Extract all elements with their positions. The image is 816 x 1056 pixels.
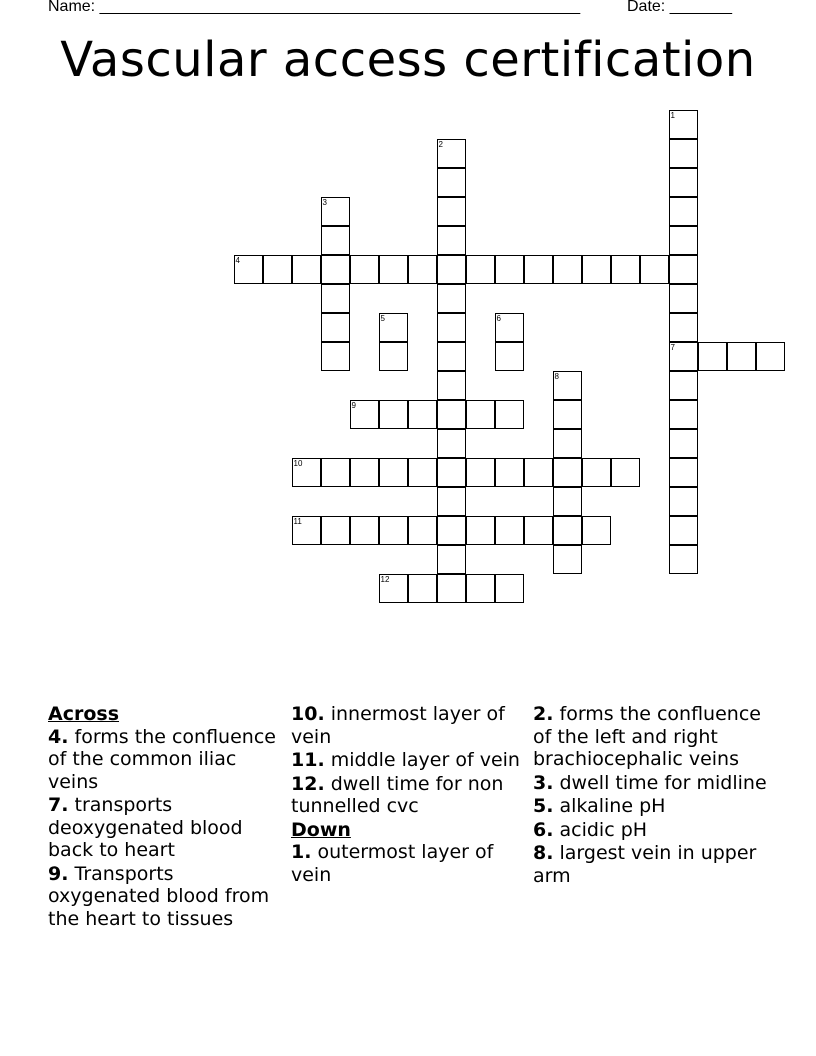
grid-cell[interactable] [437, 516, 466, 545]
grid-cell[interactable] [234, 255, 263, 284]
grid-cell[interactable] [437, 545, 466, 574]
grid-cell[interactable] [466, 574, 495, 603]
grid-cell[interactable] [437, 458, 466, 487]
clue-text: Transports oxygenated blood from the heart to tissues [48, 862, 270, 930]
down-heading: Down [291, 818, 351, 841]
grid-cell[interactable] [669, 139, 698, 168]
grid-cell[interactable] [292, 458, 321, 487]
clue-text: dwell time for midline [559, 771, 767, 794]
down-clue [533, 842, 769, 887]
grid-cell[interactable] [321, 226, 350, 255]
grid-cell[interactable] [669, 313, 698, 342]
grid-cell[interactable] [669, 110, 698, 139]
grid-cell[interactable] [553, 400, 582, 429]
cell-number: 5 [380, 313, 385, 323]
clue-number: 8. [533, 842, 554, 864]
grid-cell[interactable] [321, 342, 350, 371]
clue-text: outermost layer of vein [291, 841, 494, 886]
down-clue [533, 772, 769, 795]
across-clue [291, 703, 527, 748]
grid-cell[interactable] [466, 516, 495, 545]
grid-cell[interactable] [669, 284, 698, 313]
grid-cell[interactable] [582, 516, 611, 545]
clue-column-3 [533, 703, 769, 888]
grid-cell[interactable] [408, 458, 437, 487]
grid-cell[interactable] [437, 400, 466, 429]
grid-cell[interactable] [379, 516, 408, 545]
down-clue [533, 819, 769, 842]
down-clue [533, 703, 769, 771]
grid-cell[interactable] [408, 574, 437, 603]
cell-number: 2 [438, 139, 443, 149]
clue-number: 10. [291, 703, 325, 725]
grid-cell[interactable] [495, 516, 524, 545]
grid-cell[interactable] [321, 197, 350, 226]
clue-number: 3. [533, 771, 554, 794]
grid-cell[interactable] [292, 516, 321, 545]
grid-cell[interactable] [495, 574, 524, 603]
grid-cell[interactable] [321, 313, 350, 342]
grid-cell[interactable] [524, 516, 553, 545]
grid-cell[interactable] [495, 255, 524, 284]
grid-cell[interactable] [437, 342, 466, 371]
cell-number: 11 [293, 516, 302, 526]
grid-cell[interactable] [611, 458, 640, 487]
grid-cell[interactable] [379, 342, 408, 371]
grid-cell[interactable] [437, 313, 466, 342]
grid-cell[interactable] [553, 429, 582, 458]
cell-number: 8 [554, 371, 559, 381]
grid-cell[interactable] [698, 342, 727, 371]
grid-cell[interactable] [292, 255, 321, 284]
name-field-label: Name: ______________________________________________________ [48, 0, 581, 15]
grid-cell[interactable] [350, 255, 379, 284]
clue-text: alkaline pH [559, 795, 666, 817]
clue-number: 11. [291, 749, 325, 771]
grid-cell[interactable] [669, 226, 698, 255]
clue-text: acidic pH [559, 818, 648, 841]
grid-cell[interactable] [466, 400, 495, 429]
cell-number: 12 [380, 574, 390, 584]
clue-text: largest vein in upper arm [533, 842, 757, 887]
clue-number: 4. [48, 725, 69, 748]
clue-text: forms the confluence of the left and right brachiocephalic veins [533, 703, 761, 770]
clue-number: 12. [291, 772, 325, 795]
clue-column-1 [48, 703, 284, 931]
grid-cell[interactable] [611, 255, 640, 284]
clue-text: forms the confluence of the common iliac veins [48, 725, 276, 793]
grid-cell[interactable] [466, 458, 495, 487]
grid-cell[interactable] [379, 313, 408, 342]
clue-number: 6. [533, 818, 554, 841]
grid-cell[interactable] [553, 516, 582, 545]
grid-cell[interactable] [350, 400, 379, 429]
grid-cell[interactable] [408, 400, 437, 429]
grid-cell[interactable] [437, 226, 466, 255]
grid-cell[interactable] [669, 342, 698, 371]
grid-cell[interactable] [582, 255, 611, 284]
grid-cell[interactable] [437, 429, 466, 458]
grid-cell[interactable] [263, 255, 292, 284]
grid-cell[interactable] [466, 255, 495, 284]
grid-cell[interactable] [669, 197, 698, 226]
grid-cell[interactable] [379, 255, 408, 284]
grid-cell[interactable] [669, 429, 698, 458]
grid-cell[interactable] [524, 255, 553, 284]
grid-cell[interactable] [379, 458, 408, 487]
grid-cell[interactable] [408, 255, 437, 284]
clue-text: middle layer of vein [330, 749, 520, 771]
grid-cell[interactable] [727, 342, 756, 371]
grid-cell[interactable] [379, 400, 408, 429]
clue-text: transports deoxygenated blood back to heart [48, 794, 243, 861]
grid-cell[interactable] [669, 458, 698, 487]
grid-cell[interactable] [495, 313, 524, 342]
grid-cell[interactable] [350, 516, 379, 545]
grid-cell[interactable] [640, 255, 669, 284]
across-heading: Across [48, 703, 120, 725]
grid-cell[interactable] [669, 400, 698, 429]
cell-number: 10 [293, 458, 303, 468]
grid-cell[interactable] [495, 342, 524, 371]
grid-cell[interactable] [437, 487, 466, 516]
grid-cell[interactable] [553, 545, 582, 574]
page-title: Vascular access certification [60, 32, 756, 88]
grid-cell[interactable] [553, 255, 582, 284]
cell-number: 4 [235, 255, 240, 265]
grid-cell[interactable] [408, 516, 437, 545]
grid-cell[interactable] [437, 284, 466, 313]
grid-cell[interactable] [321, 458, 350, 487]
clue-number: 9. [48, 862, 69, 885]
grid-cell[interactable] [582, 458, 611, 487]
grid-cell[interactable] [437, 574, 466, 603]
across-clue [48, 726, 284, 794]
grid-cell[interactable] [669, 168, 698, 197]
grid-cell[interactable] [437, 139, 466, 168]
across-clue [48, 863, 284, 931]
grid-cell[interactable] [437, 371, 466, 400]
down-clue [533, 795, 769, 818]
date-field-label: Date: _______ [627, 0, 732, 15]
clue-number: 5. [533, 795, 554, 817]
grid-cell[interactable] [669, 545, 698, 574]
clue-number: 1. [291, 841, 312, 863]
grid-cell[interactable] [495, 458, 524, 487]
grid-cell[interactable] [379, 574, 408, 603]
clue-text: innermost layer of vein [291, 703, 505, 748]
grid-cell[interactable] [669, 516, 698, 545]
grid-cell[interactable] [669, 371, 698, 400]
clue-number: 2. [533, 703, 554, 725]
clue-number: 7. [48, 794, 69, 816]
grid-cell[interactable] [669, 255, 698, 284]
cell-number: 7 [670, 342, 675, 352]
grid-cell[interactable] [524, 458, 553, 487]
grid-cell[interactable] [321, 516, 350, 545]
across-clue [291, 773, 527, 818]
grid-cell[interactable] [553, 458, 582, 487]
grid-cell[interactable] [756, 342, 785, 371]
cell-number: 9 [351, 400, 356, 410]
grid-cell[interactable] [495, 400, 524, 429]
cell-number: 1 [670, 110, 675, 120]
across-clue [291, 749, 527, 772]
clue-column-2 [291, 703, 527, 887]
grid-cell[interactable] [321, 255, 350, 284]
cell-number: 3 [322, 197, 327, 207]
grid-cell[interactable] [321, 284, 350, 313]
grid-cell[interactable] [437, 168, 466, 197]
cell-number: 6 [496, 313, 501, 323]
grid-cell[interactable] [350, 458, 379, 487]
across-clue [48, 794, 284, 862]
grid-cell[interactable] [553, 487, 582, 516]
grid-cell[interactable] [553, 371, 582, 400]
down-clue [291, 841, 527, 886]
grid-cell[interactable] [437, 255, 466, 284]
grid-cell[interactable] [669, 487, 698, 516]
grid-cell[interactable] [437, 197, 466, 226]
clue-text: dwell time for non tunnelled cvc [291, 772, 504, 817]
